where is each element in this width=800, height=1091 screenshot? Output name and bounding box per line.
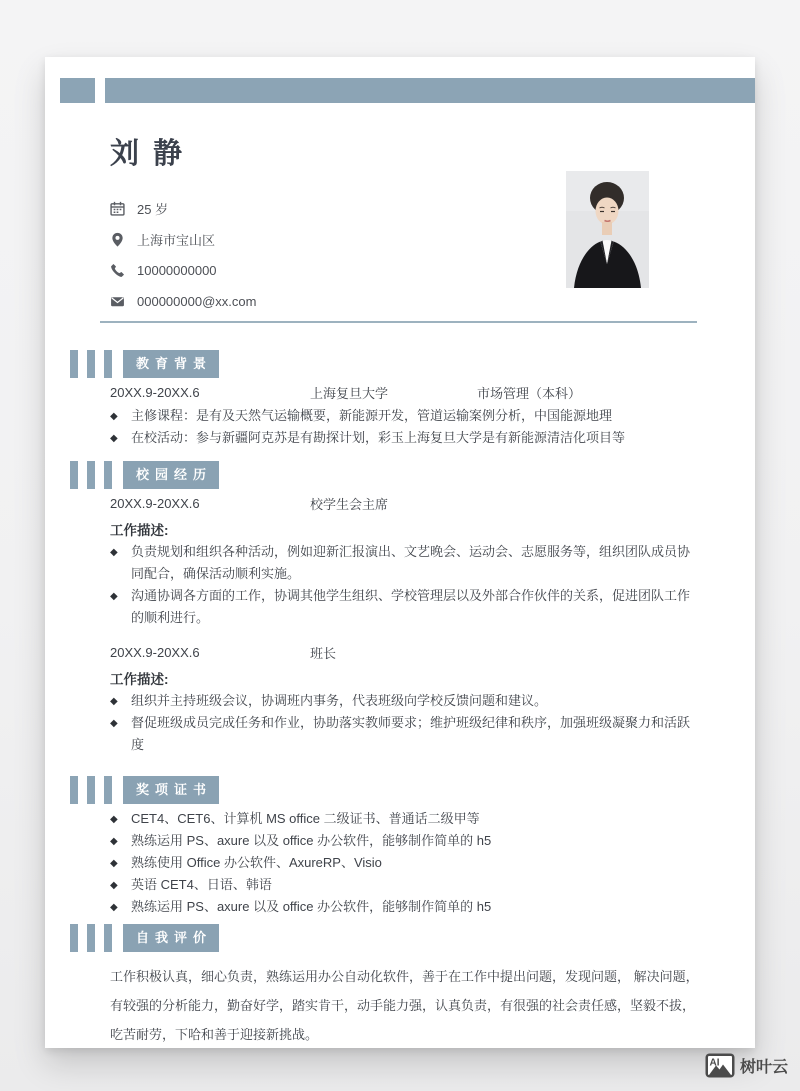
- bullet-text: CET4、CET6、计算机 MS office 二级证书、普通话二级甲等: [131, 811, 480, 826]
- resume-page: [45, 57, 755, 1048]
- list-item: [110, 405, 700, 427]
- education-bullet-list: [45, 405, 755, 449]
- list-item: [110, 874, 700, 896]
- section-bars-icon: [70, 461, 121, 489]
- diamond-bullet-icon: ◆: [110, 814, 118, 825]
- contact-info: [110, 193, 256, 317]
- list-item: [110, 427, 700, 449]
- evaluation-title: 自我评价: [123, 924, 219, 952]
- list-item: [110, 585, 700, 629]
- contact-phone: 10000000000: [137, 263, 217, 278]
- campus-entry-row: [110, 643, 700, 661]
- section-self-evaluation: [45, 924, 755, 1049]
- work-desc-label: 工作描述:: [110, 672, 169, 687]
- education-entry-row: [110, 383, 700, 401]
- campus-entry-role: 校学生会主席: [310, 496, 389, 512]
- list-item: [110, 808, 700, 830]
- evaluation-text: 工作积极认真，细心负责，熟练运用办公自动化软件，善于在工作中提出问题，发现问题， 解决问题，有较强的分析能力，勤奋好学，踏实肯干，动手能力强，认真负责，有很强的社会责任感，坚毅不拔，吃苦耐劳，下哈和善于迎接新挑战。: [110, 969, 699, 1042]
- bullet-text: 熟练运用 PS、axure 以及 office 办公软件，能够制作简单的 h5: [131, 833, 492, 848]
- portrait-photo: [566, 171, 649, 288]
- work-desc-label: 工作描述:: [110, 523, 169, 538]
- section-campus-experience: [45, 461, 755, 756]
- list-item: [110, 712, 700, 756]
- campus-bullet-list: [45, 690, 755, 756]
- bullet-text: 主修课程：是有及天然气运输概要，新能源开发，管道运输案例分析，中国能源地理: [131, 408, 613, 423]
- contact-row-age: [110, 193, 256, 224]
- section-bars-icon: [70, 924, 121, 952]
- diamond-bullet-icon: ◆: [110, 718, 118, 729]
- education-header: [70, 350, 755, 378]
- svg-text:AI: AI: [709, 1057, 720, 1069]
- campus-bullet-list: [45, 541, 755, 629]
- calendar-icon: [110, 201, 125, 216]
- bullet-text: 组织并主持班级会议，协调班内事务，代表班级向学校反馈问题和建议。: [131, 693, 548, 708]
- email-icon: [110, 294, 125, 309]
- diamond-bullet-icon: ◆: [110, 547, 118, 558]
- awards-title: 奖项证书: [123, 776, 219, 804]
- contact-location: 上海市宝山区: [137, 233, 216, 248]
- evaluation-header: [70, 924, 755, 952]
- section-awards: [45, 776, 755, 918]
- diamond-bullet-icon: ◆: [110, 880, 118, 891]
- education-major: 市场管理（本科）: [477, 385, 582, 401]
- accent-square: [60, 78, 95, 103]
- campus-title: 校园经历: [123, 461, 219, 489]
- diamond-bullet-icon: ◆: [110, 902, 118, 913]
- list-item: [110, 830, 700, 852]
- contact-row-phone: [110, 255, 256, 286]
- ai-image-logo-icon: [705, 1053, 735, 1078]
- contact-row-email: [110, 286, 256, 317]
- education-date: 20XX.9-20XX.6: [110, 384, 200, 400]
- resume-body: [45, 337, 755, 1049]
- campus-entry-row: [110, 494, 700, 512]
- section-bars-icon: [70, 350, 121, 378]
- awards-header: [70, 776, 755, 804]
- diamond-bullet-icon: ◆: [110, 836, 118, 847]
- diamond-bullet-icon: ◆: [110, 696, 118, 707]
- top-accent-band: [60, 78, 755, 103]
- campus-entry-role: 班长: [310, 645, 337, 661]
- bullet-text: 熟练使用 Office 办公软件、AxureRP、Visio: [131, 855, 382, 870]
- contact-row-location: [110, 224, 256, 255]
- phone-icon: [110, 263, 125, 278]
- list-item: [110, 541, 700, 585]
- location-icon: [110, 232, 125, 247]
- diamond-bullet-icon: ◆: [110, 858, 118, 869]
- bullet-text: 在校活动：参与新疆阿克苏是有勘探计划，彩玉上海复旦大学是有新能源清洁化项目等: [131, 430, 626, 445]
- campus-entry-date: 20XX.9-20XX.6: [110, 495, 200, 511]
- diamond-bullet-icon: ◆: [110, 411, 118, 422]
- watermark: [705, 1053, 788, 1078]
- bullet-text: 熟练运用 PS、axure 以及 office 办公软件，能够制作简单的 h5: [131, 899, 492, 914]
- section-education: [45, 350, 755, 449]
- list-item: [110, 896, 700, 918]
- list-item: [110, 852, 700, 874]
- diamond-bullet-icon: ◆: [110, 591, 118, 602]
- bullet-text: 负责规划和组织各种活动，例如迎新汇报演出、文艺晚会、运动会、志愿服务等，组织团队成员协同配合，确保活动顺利实施。: [131, 544, 691, 581]
- accent-bar: [105, 78, 755, 103]
- bullet-text: 督促班级成员完成任务和作业，协助落实教师要求；维护班级纪律和秩序，加强班级凝聚力和活跃度: [131, 715, 691, 752]
- bullet-text: 英语 CET4、日语、韩语: [131, 877, 272, 892]
- header-divider: [100, 321, 697, 323]
- contact-email: 000000000@xx.com: [137, 294, 257, 309]
- campus-header: [70, 461, 755, 489]
- campus-entry-date: 20XX.9-20XX.6: [110, 644, 200, 660]
- section-bars-icon: [70, 776, 121, 804]
- contact-age: 25 岁: [137, 202, 169, 217]
- awards-bullet-list: [45, 808, 755, 918]
- watermark-label: 树叶云: [739, 1059, 788, 1076]
- education-title: 教育背景: [123, 350, 219, 378]
- bullet-text: 沟通协调各方面的工作，协调其他学生组织、学校管理层以及外部合作伙伴的关系，促进团队工作的顺利进行。: [131, 588, 691, 625]
- education-school: 上海复旦大学: [310, 385, 389, 401]
- diamond-bullet-icon: ◆: [110, 433, 118, 444]
- list-item: [110, 690, 700, 712]
- candidate-name: 刘 静: [110, 138, 186, 170]
